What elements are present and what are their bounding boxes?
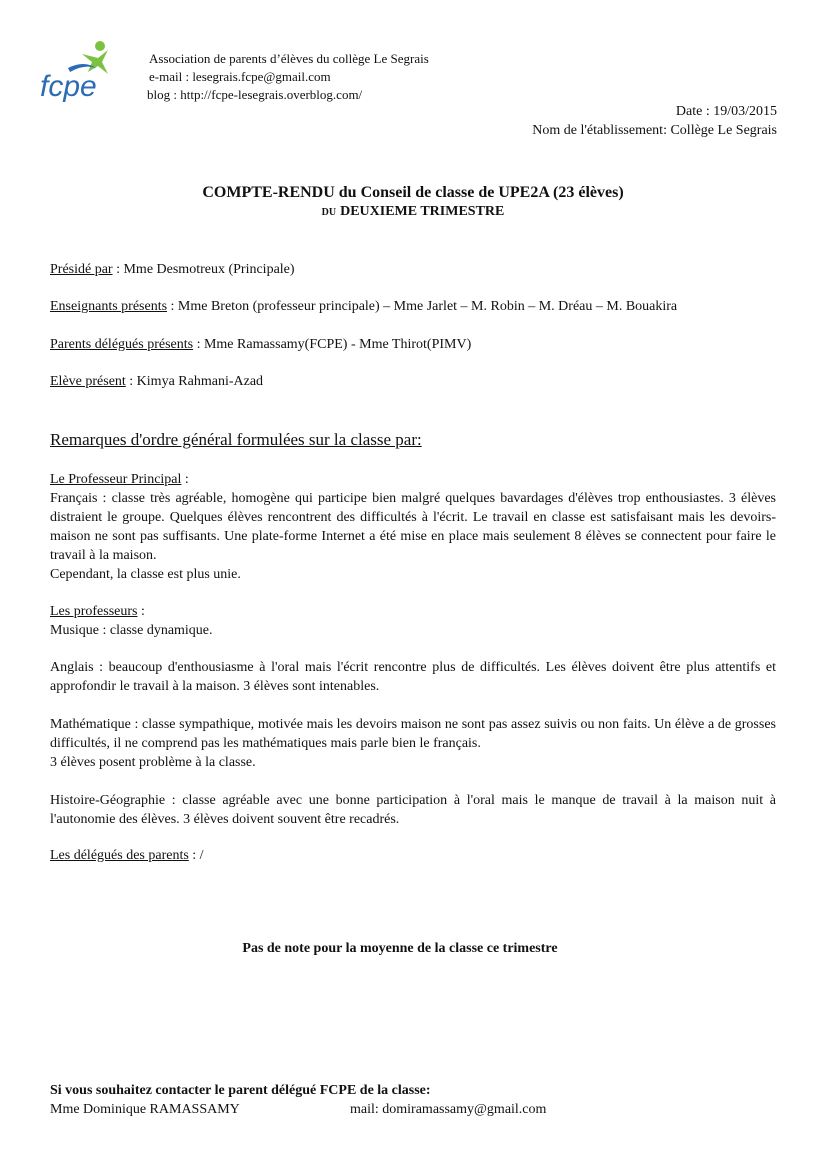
eleve-value: : Kimya Rahmani-Azad xyxy=(125,374,264,389)
delegues-value: : / xyxy=(188,848,204,863)
contact-mail: mail: domiramassamy@gmail.com xyxy=(350,1102,547,1117)
maths-text: Mathématique : classe sympathique, motivée mais les devoirs maison ne sont pas assez suivis ou non faits. Un élève a de grosses difficultés, il ne comprend pas les mathématiques mais parle bien le français. xyxy=(50,717,776,751)
pp-text2: Cependant, la classe est plus unie. xyxy=(50,567,241,582)
association-blog: blog : http://fcpe-lesegrais.overblog.com/ xyxy=(147,87,363,102)
document-subtitle xyxy=(0,204,826,220)
eleve-line xyxy=(50,374,263,390)
parents-line xyxy=(50,337,471,353)
fcpe-logo xyxy=(38,40,120,104)
delegues-label: Les délégués des parents xyxy=(50,848,189,863)
preside-line xyxy=(50,262,295,278)
remarks-heading: Remarques d'ordre général formulées sur la classe par: xyxy=(50,430,422,449)
etablissement: Nom de l'établissement: Collège Le Segrais xyxy=(532,123,777,138)
preside-label: Présidé par xyxy=(50,262,113,277)
maths-text2: 3 élèves posent problème à la classe. xyxy=(50,755,256,770)
note-line: Pas de note pour la moyenne de la classe ce trimestre xyxy=(242,941,558,956)
pp-text: Français : classe très agréable, homogène qui participe bien malgré quelques bavardages d'élèves trop enthousiastes. 3 élèves distraient le groupe. Quelques élèves rencontrent des difficultés à l'écrit. Le travail en classe est satisfaisant mais les devoirs-maison ne sont pas suffisants. Une plate-forme Internet a été mise en place mais seulement 8 élèves se connectent pour faire le travail à la maison. xyxy=(50,491,776,563)
contact-title: Si vous souhaitez contacter le parent délégué FCPE de la classe: xyxy=(50,1083,431,1098)
enseignants-value: : Mme Breton (professeur principale) – Mme Jarlet – M. Robin – M. Dréau – M. Bouakira xyxy=(167,299,678,314)
parents-label: Parents délégués présents xyxy=(50,337,194,352)
professeurs-section xyxy=(50,602,776,640)
parents-value: : Mme Ramassamy(FCPE) - Mme Thirot(PIMV) xyxy=(193,337,472,352)
professeur-principal-section xyxy=(50,470,776,584)
association-info xyxy=(149,50,429,104)
anglais-text: Anglais : beaucoup d'enthousiasme à l'oral mais l'écrit rencontre plus de difficultés. Les élèves doivent être plus attentifs et approfondir le travail à la maison. 3 élèves sont intenables. xyxy=(50,660,776,694)
pp-label: Le Professeur Principal xyxy=(50,472,182,487)
delegues-line xyxy=(50,848,204,864)
musique-text: Musique : classe dynamique. xyxy=(50,623,213,638)
date: Date : 19/03/2015 xyxy=(675,104,777,119)
histoire-text: Histoire-Géographie : classe agréable avec une bonne participation à l'oral mais le manque de travail à la maison nuit à l'autonomie des élèves. 3 élèves doivent souvent être recadrés. xyxy=(50,793,776,827)
association-email: e-mail : lesegrais.fcpe@gmail.com xyxy=(149,69,331,84)
profs-label: Les professeurs xyxy=(50,604,138,619)
pp-suffix: : xyxy=(181,472,189,487)
subtitle-prefix: DU xyxy=(321,207,337,218)
document-title: COMPTE-RENDU du Conseil de classe de UPE2A (23 élèves) xyxy=(202,184,624,201)
preside-value: : Mme Desmotreux (Principale) xyxy=(112,262,295,277)
association-name: Association de parents d’élèves du collège Le Segrais xyxy=(149,51,429,66)
date-block xyxy=(532,102,777,140)
contact-name: Mme Dominique RAMASSAMY xyxy=(50,1102,240,1117)
subtitle-main: DEUXIEME TRIMESTRE xyxy=(340,204,505,219)
enseignants-label: Enseignants présents xyxy=(50,299,168,314)
logo-text: fcpe xyxy=(40,70,97,103)
eleve-label: Elève présent xyxy=(50,374,126,389)
profs-suffix: : xyxy=(137,604,145,619)
enseignants-line xyxy=(50,299,677,315)
maths-section xyxy=(50,715,776,772)
